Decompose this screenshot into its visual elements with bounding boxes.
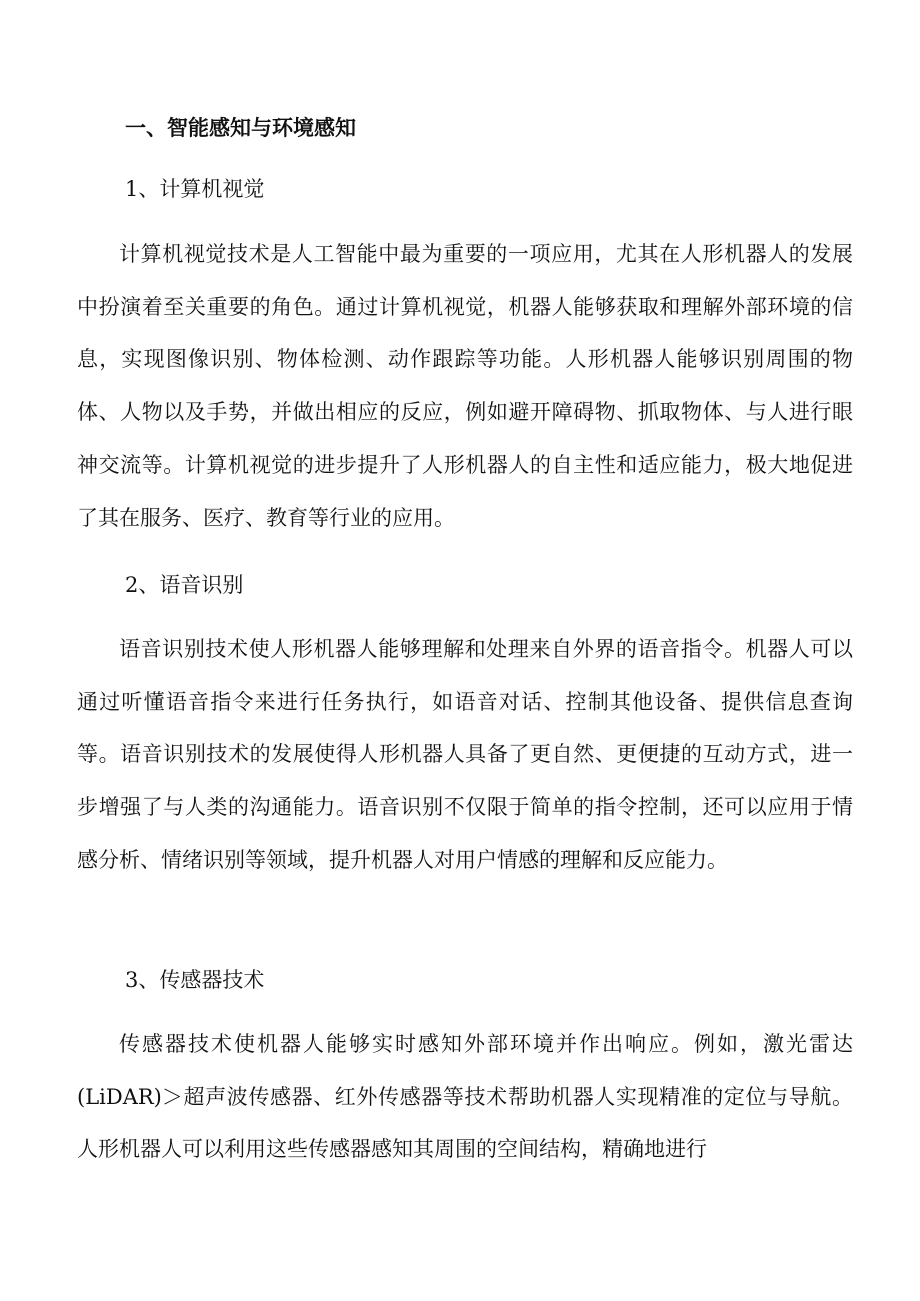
paragraph-sensor-technology: 传感器技术使机器人能够实时感知外部环境并作出响应。例如，激光雷达(LiDAR)＞超声波传感器、红外传感器等技术帮助机器人实现精准的定位与导航。人形机器人可以利用这些传感器感知其周围的空间结构，精确地进行	[77, 1032, 853, 1162]
paragraph-speech-recognition: 语音识别技术使人形机器人能够理解和处理来自外界的语音指令。机器人可以通过听懂语音指令来进行任务执行，如语音对话、控制其他设备、提供信息查询等。语音识别技术的发展使得人形机器人具备了更自然、更便捷的互动方式，进一步增强了与人类的沟通能力。语音识别不仅限于简单的指令控制，还可以应用于情感分析、情绪识别等领域，提升机器人对用户情感的理解和反应能力。	[77, 637, 853, 872]
section-heading: 一、智能感知与环境感知	[125, 115, 356, 140]
paragraph-computer-vision: 计算机视觉技术是人工智能中最为重要的一项应用，尤其在人形机器人的发展中扮演着至关重要的角色。通过计算机视觉，机器人能够获取和理解外部环境的信息，实现图像识别、物体检测、动作跟踪等功能。人形机器人能够识别周围的物体、人物以及手势，并做出相应的反应，例如避开障碍物、抓取物体、与人进行眼神交流等。计算机视觉的进步提升了人形机器人的自主性和适应能力，极大地促进了其在服务、医疗、教育等行业的应用。	[77, 242, 853, 530]
subsection-heading-sensor-technology: 3、传感器技术	[125, 968, 265, 992]
subsection-heading-computer-vision: 1、计算机视觉	[125, 177, 265, 201]
subsection-heading-speech-recognition: 2、语音识别	[125, 573, 244, 597]
